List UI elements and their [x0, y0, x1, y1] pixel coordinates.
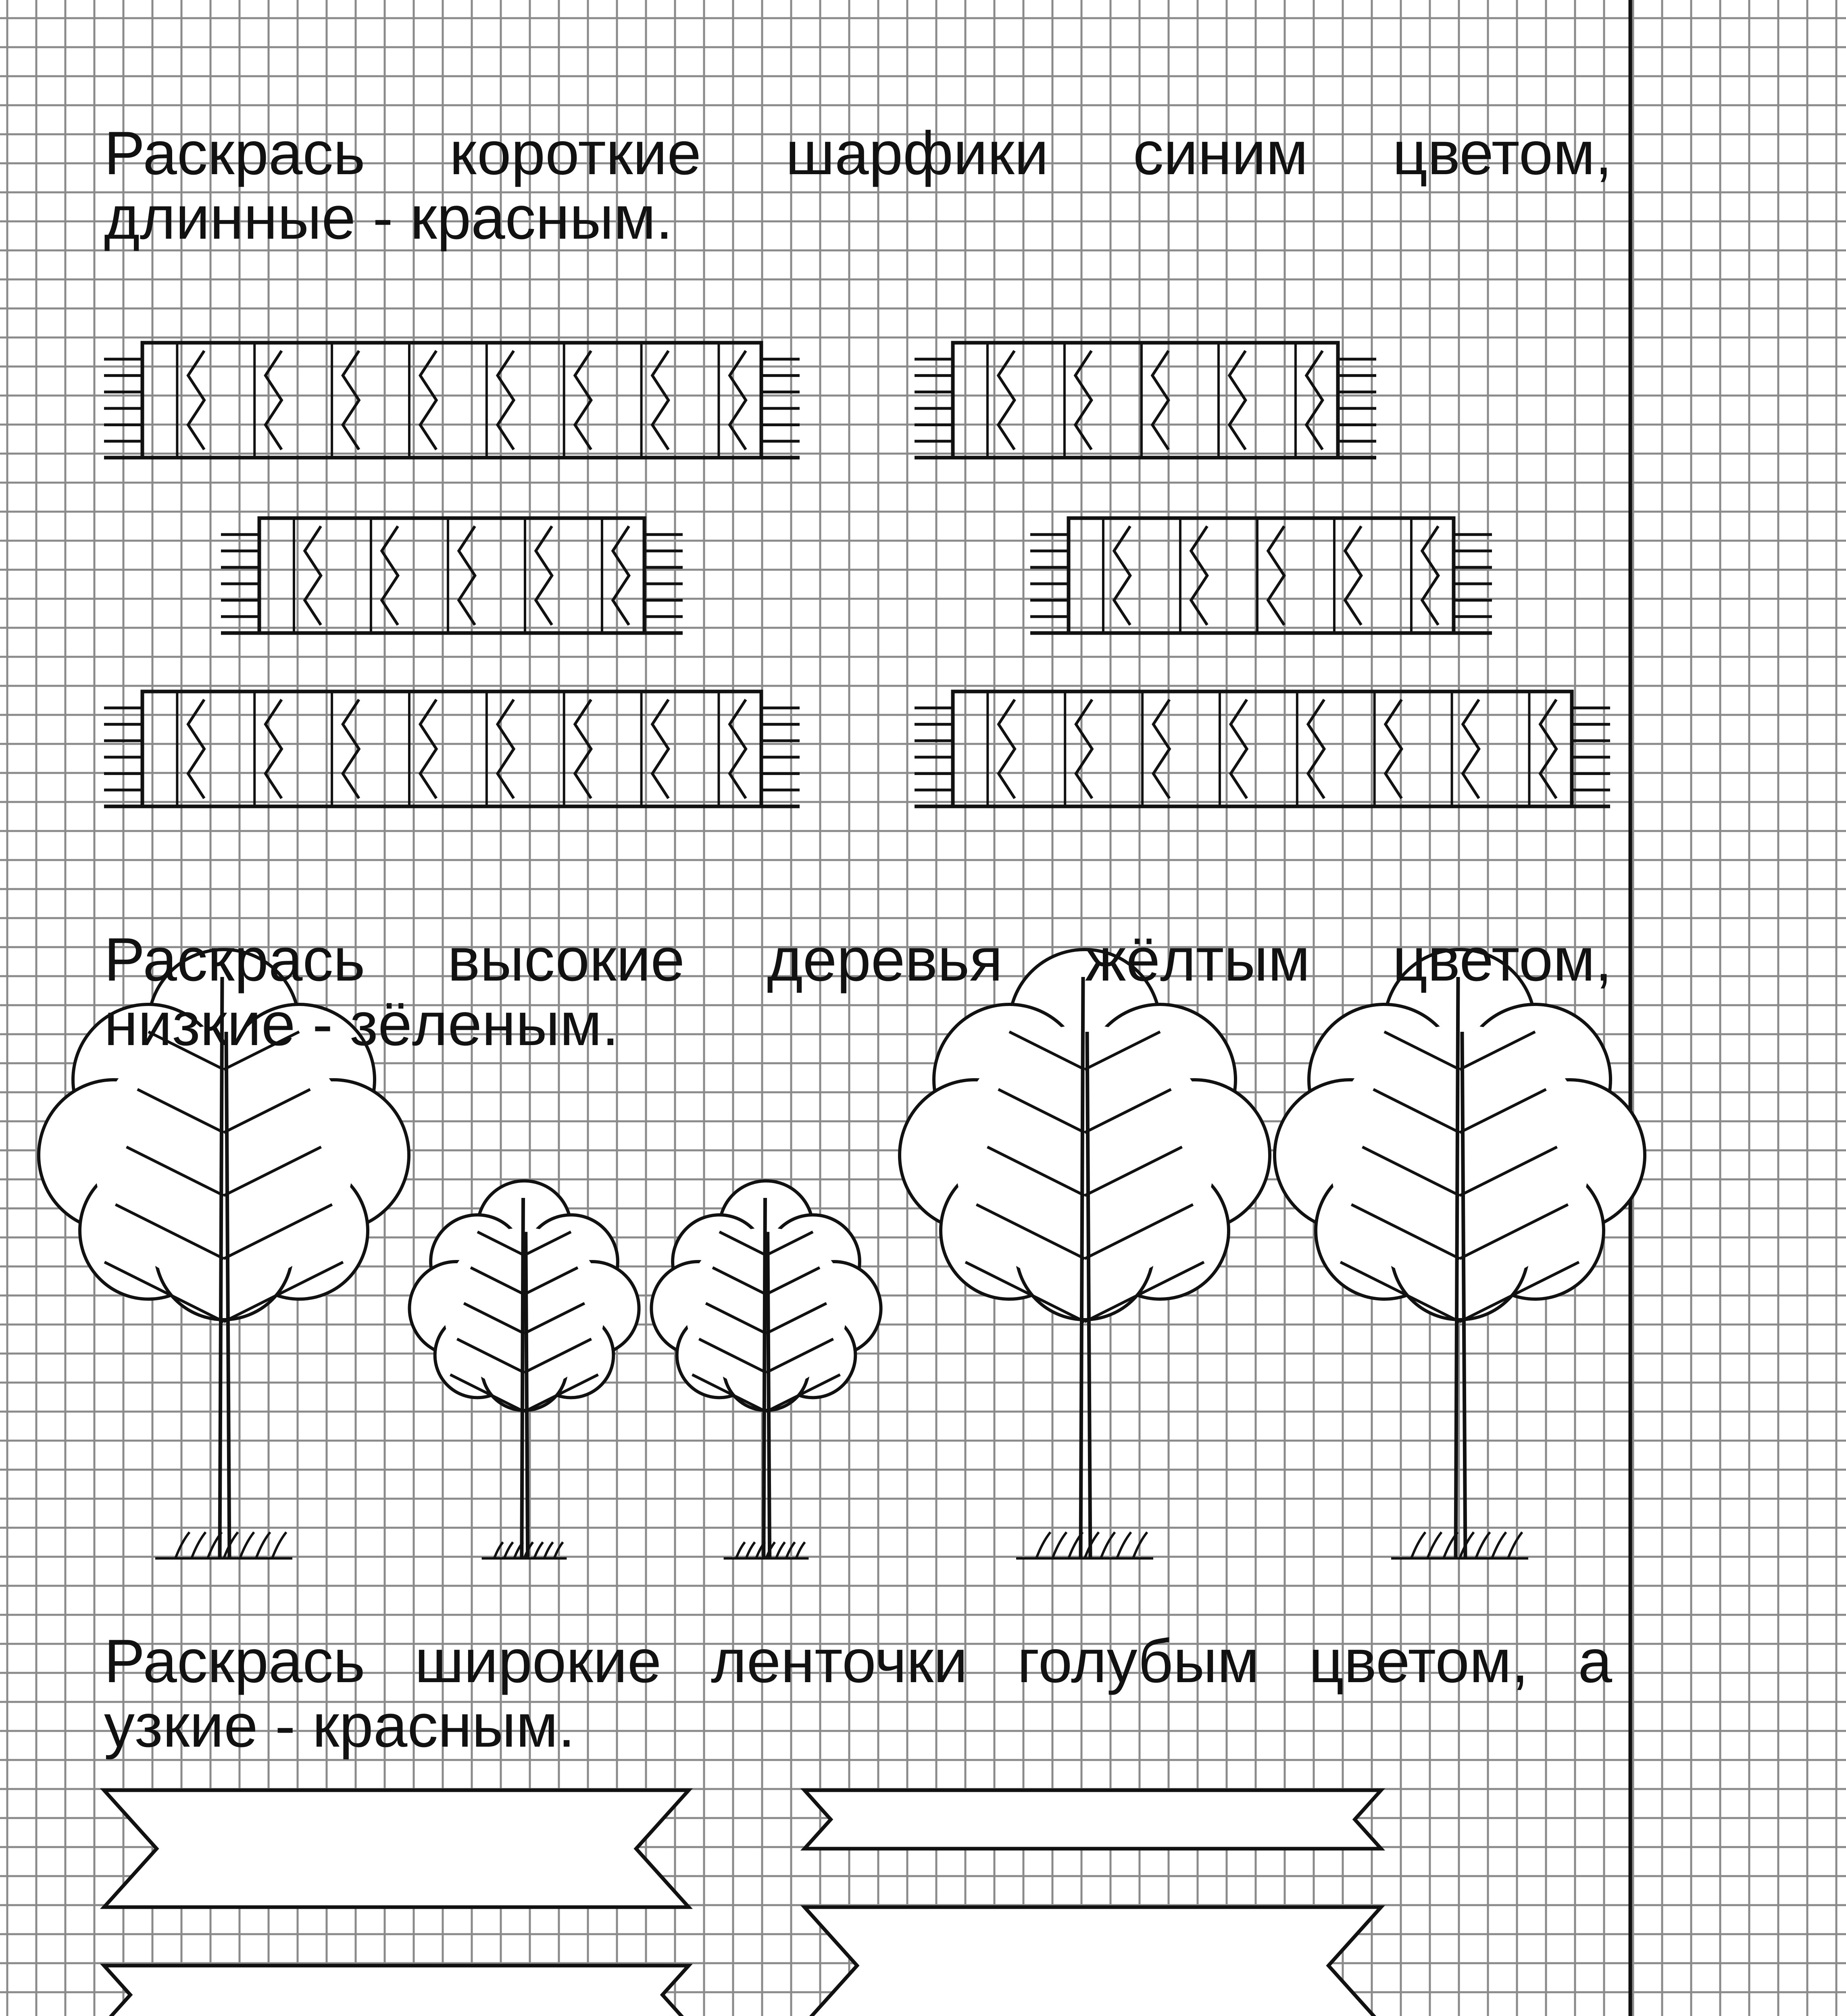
- ribbons-group: [104, 1790, 1381, 2016]
- scarf-icon: [104, 691, 800, 806]
- ribbon-icon: [804, 1907, 1381, 2016]
- scarf-icon: [104, 343, 800, 458]
- tree-icon: [409, 1181, 639, 1558]
- scarf-icon: [915, 343, 1376, 458]
- task-ribbons-instruction: [104, 1629, 1612, 1758]
- ribbon-icon: [804, 1790, 1381, 1849]
- task-scarves-line1: Раскрась короткие шарфики синим цветом,: [104, 119, 1612, 187]
- scarf-icon: [915, 691, 1610, 806]
- scarves-group: [104, 343, 1610, 806]
- task-scarves-line2: длинные - красным.: [104, 183, 673, 252]
- task-trees-instruction: [104, 927, 1612, 1056]
- task-ribbons-line2: узкие - красным.: [104, 1691, 575, 1760]
- scarf-icon: [1030, 518, 1492, 633]
- scarf-icon: [221, 518, 683, 633]
- tree-icon: [651, 1181, 881, 1558]
- task-trees-line2: низкие - зёленым.: [104, 990, 619, 1058]
- task-scarves-instruction: [104, 121, 1612, 250]
- task-ribbons-line1: Раскрась широкие ленточки голубым цветом, а: [104, 1627, 1612, 1695]
- task-trees-line1: Раскрась высокие деревья жёлтым цветом,: [104, 925, 1612, 994]
- ribbon-icon: [104, 1790, 689, 1907]
- ribbon-icon: [104, 1966, 689, 2016]
